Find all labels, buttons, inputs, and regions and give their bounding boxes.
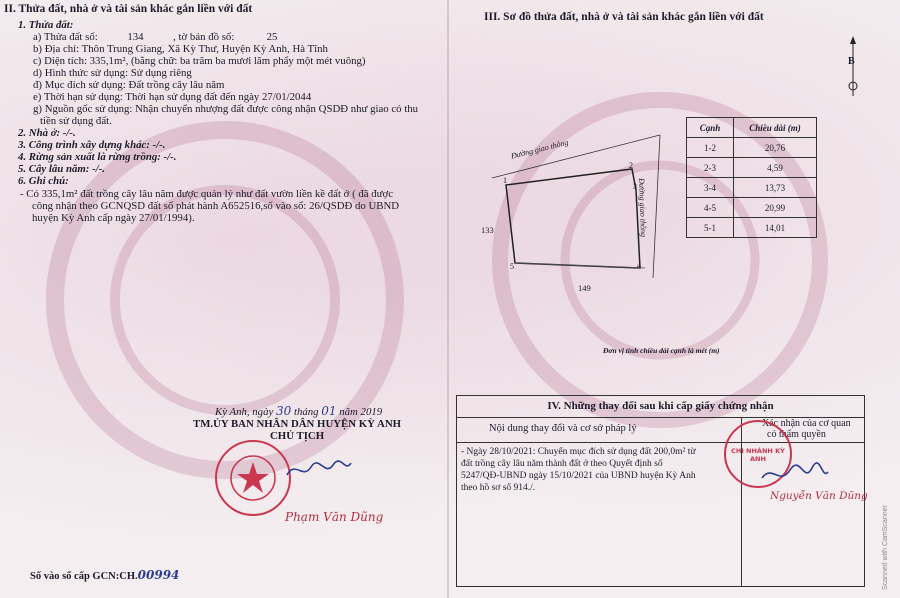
edge-length-table	[686, 117, 817, 238]
edge-length: 14,01	[734, 218, 817, 238]
edge-column-header: Cạnh	[687, 118, 734, 138]
edge-name: 4-5	[687, 198, 734, 218]
notes-title: 6. Ghi chú:	[18, 175, 69, 187]
parcel-number-line	[33, 31, 307, 43]
sign-month: 01	[321, 404, 337, 418]
edge-name: 3-4	[687, 178, 734, 198]
changes-column-1-header: Nội dung thay đổi và cơ sở pháp lý	[489, 423, 637, 434]
road-top-label: Đường giao thông	[510, 137, 570, 161]
left-signature-icon	[285, 455, 355, 485]
register-line	[30, 568, 179, 582]
item-1-title: 1. Thửa đất:	[18, 19, 74, 31]
forest-line: 4. Rừng sản xuất là rừng trồng: -/-.	[18, 151, 177, 163]
table-row	[687, 218, 817, 238]
neighbor-149-label: 149	[578, 283, 591, 293]
address-line: b) Địa chỉ: Thôn Trung Giang, Xã Kỳ Thư, Huyện Kỳ Anh, Hà Tĩnh	[33, 43, 328, 55]
signing-date	[215, 404, 382, 418]
house-line: 2. Nhà ở: -/-.	[18, 127, 76, 139]
register-label: Số vào sổ cấp GCN:CH.	[30, 571, 138, 582]
vertex-3: 3	[633, 182, 637, 191]
change-line-1: - Ngày 28/10/2021: Chuyển mục đích sử dụng đất 200,0m² từ	[461, 447, 696, 457]
authority-role: CHỦ TỊCH	[270, 430, 325, 442]
vertex-4: 4	[637, 261, 641, 270]
table-row	[687, 198, 817, 218]
note-line-2: công nhận theo GCNQSD đất số phát hành A652516,số vào sổ: 26/QSDĐ do UBND	[32, 200, 400, 212]
table-row	[687, 178, 817, 198]
vertex-1: 1	[503, 176, 507, 185]
vertex-5: 5	[510, 262, 514, 271]
table-row	[687, 158, 817, 178]
usage-form-line: d) Hình thức sử dụng: Sử dụng riêng	[33, 67, 192, 79]
left-signer-name: Phạm Văn Dũng	[285, 510, 384, 524]
edge-name: 2-3	[687, 158, 734, 178]
sign-month-label: tháng	[293, 406, 319, 418]
note-line-1: - Có 335,1m² đất trồng cây lâu năm được quản lý như đất vườn liền kề đất ở ( đã được	[20, 188, 394, 200]
change-line-4: theo hồ sơ số 914./.	[461, 483, 536, 493]
changes-column-2-header-1: Xác nhận của cơ quan	[762, 418, 851, 429]
origin-line: g) Nguồn gốc sử dụng: Nhận chuyển nhượng đất được công nhận QSDĐ như giao có thu	[33, 103, 419, 115]
changes-header-divider	[457, 442, 864, 443]
parcel-outline	[506, 169, 640, 268]
edge-length: 20,99	[734, 198, 817, 218]
section-ii-title: II. Thửa đất, nhà ở và tài sản khác gắn liền với đất	[4, 3, 253, 15]
edge-length: 20,76	[734, 138, 817, 158]
official-seal	[215, 440, 291, 516]
map-sheet-value: 25	[266, 31, 278, 43]
map-sheet-label: , tờ bản đồ số:	[173, 31, 235, 43]
area-line: c) Diện tích: 335,1m², (bằng chữ: ba trăm ba mươi lăm phẩy một mét vuông)	[33, 55, 366, 67]
parcel-number-label: a) Thửa đất số:	[33, 31, 98, 43]
parcel-number-value: 134	[127, 31, 144, 43]
north-arrow-icon	[843, 36, 863, 98]
edge-length: 13,73	[734, 178, 817, 198]
scanner-watermark: Scanned with CamScanner	[882, 505, 889, 590]
construction-line: 3. Công trình xây dựng khác: -/-.	[18, 139, 166, 151]
authority-title: TM.ỦY BAN NHÂN DÂN HUYỆN KỲ ANH	[193, 418, 402, 430]
road-right-edge	[653, 135, 660, 278]
edge-table-header	[687, 118, 817, 138]
sign-place: Kỳ Anh, ngày	[215, 406, 274, 418]
branch-seal-text: CHI NHÁNH KỲ ANH	[731, 447, 785, 463]
section-iii-title: III. Sơ đồ thửa đất, nhà ở và tài sản khác gắn liền với đất	[484, 11, 764, 23]
length-column-header: Chiều dài (m)	[734, 118, 817, 138]
right-signature-icon	[760, 460, 830, 490]
term-line: e) Thời hạn sử dụng: Thời hạn sử dụng đất đến ngày 27/01/2044	[33, 91, 312, 103]
seal-star-icon	[217, 442, 289, 514]
north-label: B	[848, 56, 855, 67]
sign-year: năm 2019	[339, 406, 383, 418]
sign-day: 30	[275, 404, 292, 418]
changes-column-2-header-2: có thẩm quyền	[767, 429, 826, 440]
register-number: 00994	[137, 568, 180, 582]
change-line-2: đất trồng cây lâu năm thành đất ở theo Quyết định số	[461, 459, 663, 469]
road-right-label: Đường giao thông	[637, 178, 649, 238]
neighbor-133-label: 133	[481, 225, 494, 235]
origin-line-2: tiền sử dụng đất.	[40, 115, 112, 127]
edge-length: 4,59	[734, 158, 817, 178]
change-line-3: 5247/QĐ-UBND ngày 15/10/2021 của UBND huyện Kỳ Anh	[461, 471, 696, 481]
perennial-line: 5. Cây lâu năm: -/-.	[18, 163, 105, 175]
edge-name: 1-2	[687, 138, 734, 158]
table-row	[687, 138, 817, 158]
neighbor-boundary	[515, 263, 645, 268]
vertex-2: 2	[629, 161, 633, 170]
edge-name: 5-1	[687, 218, 734, 238]
unit-note: Đơn vị tính chiều dài cạnh là mét (m)	[603, 346, 720, 355]
page-fold	[447, 0, 449, 598]
purpose-line: đ) Mục đích sử dụng: Đất trồng cây lâu năm	[33, 79, 225, 91]
changes-title: IV. Những thay đổi sau khi cấp giấy chứng nhận	[547, 400, 774, 412]
right-signer-name: Nguyễn Văn Dũng	[770, 490, 868, 502]
note-line-3: huyện Kỳ Anh cấp ngày 27/01/1994).	[32, 212, 195, 224]
